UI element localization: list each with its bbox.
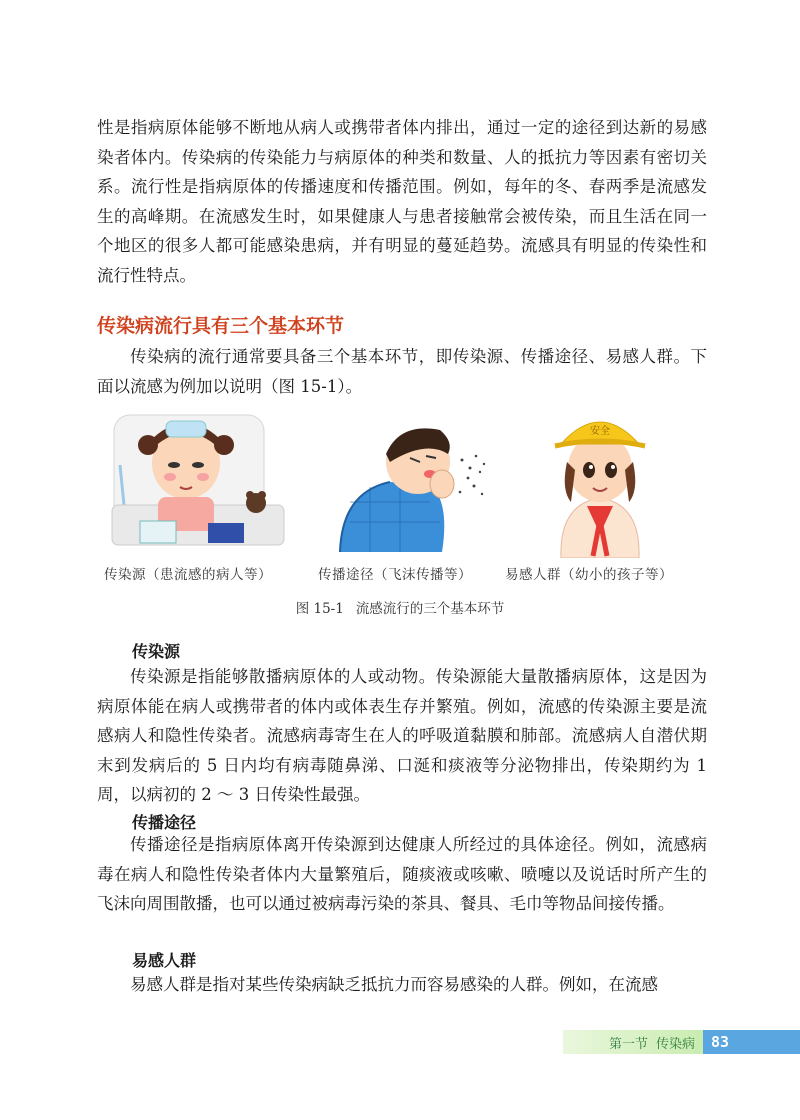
figure-caption-source: 传染源（患流感的病人等） [104, 567, 272, 583]
hat-label: 安全 [590, 426, 610, 437]
intro-paragraph: 性是指病原体能够不断地从病人或携带者体内排出，通过一定的途径到达新的易感染者体内。传染病的传染能力与病原体的种类和数量、人的抵抗力等因素有密切关系。流行性是指病原体的传播速度和传播范围。例如，每年的冬、春两季是流感发生的高峰期。在流感发生时，如果健康人与患者接触常会被传染，而且生活在同一个地区的很多人都可能感染患病，并有明显的蔓延趋势。流感具有明显的传染性和流行性特点。 [97, 118, 707, 285]
figure-title [0, 597, 800, 617]
figure-number: 图 15-1 [295, 601, 344, 617]
subsection-heading-susceptible: 易感人群 [132, 951, 197, 970]
page-number: 83 [703, 1030, 800, 1054]
subsection-text-susceptible: 易感人群是指对某些传染病缺乏抵抗力而容易感染的人群。例如，在流感 [130, 975, 658, 994]
figure-title-text: 流感流行的三个基本环节 [355, 601, 505, 617]
sneezing-boy-illustration [330, 412, 490, 552]
section-lead-paragraph: 传染病的流行通常要具备三个基本环节，即传染源、传播途径、易感人群。下面以流感为例加以说明（图 15-1）。 [97, 347, 707, 396]
footer-chapter-title: 传染病 [655, 1037, 695, 1052]
subsection-heading-route: 传播途径 [132, 813, 197, 832]
subsection-text-route: 传播途径是指病原体离开传染源到达健康人所经过的具体途径。例如，流感病毒在病人和隐性传染者体内大量繁殖后，随痰液或咳嗽、喷嚏以及说话时所产生的飞沫向周围散播，也可以通过被病毒污染的茶具、餐具、毛巾等物品间接传播。 [97, 835, 707, 913]
figure-caption-route: 传播途径（飞沫传播等） [318, 567, 472, 583]
footer-section-bar [563, 1030, 703, 1054]
footer-section: 第一节 [608, 1037, 648, 1052]
child-with-hat-illustration [545, 410, 655, 558]
figure-caption-susceptible: 易感人群（幼小的孩子等） [505, 567, 673, 583]
section-heading: 传染病流行具有三个基本环节 [97, 315, 345, 337]
sick-girl-illustration [108, 405, 286, 555]
subsection-text-source: 传染源是指能够散播病原体的人或动物。传染源能大量散播病原体，这是因为病原体能在病人或携带者的体内或体表生存并繁殖。例如，流感的传染源主要是流感病人和隐性传染者。流感病毒寄生在人的呼吸道黏膜和肺部。流感病人自潜伏期末到发病后的 5 日内均有病毒随鼻涕、口涎和痰液等分泌物排出，传染期约为 1 周，以病初的 2 ～ 3 日传染性最强。 [97, 667, 707, 804]
subsection-heading-source: 传染源 [132, 642, 181, 661]
